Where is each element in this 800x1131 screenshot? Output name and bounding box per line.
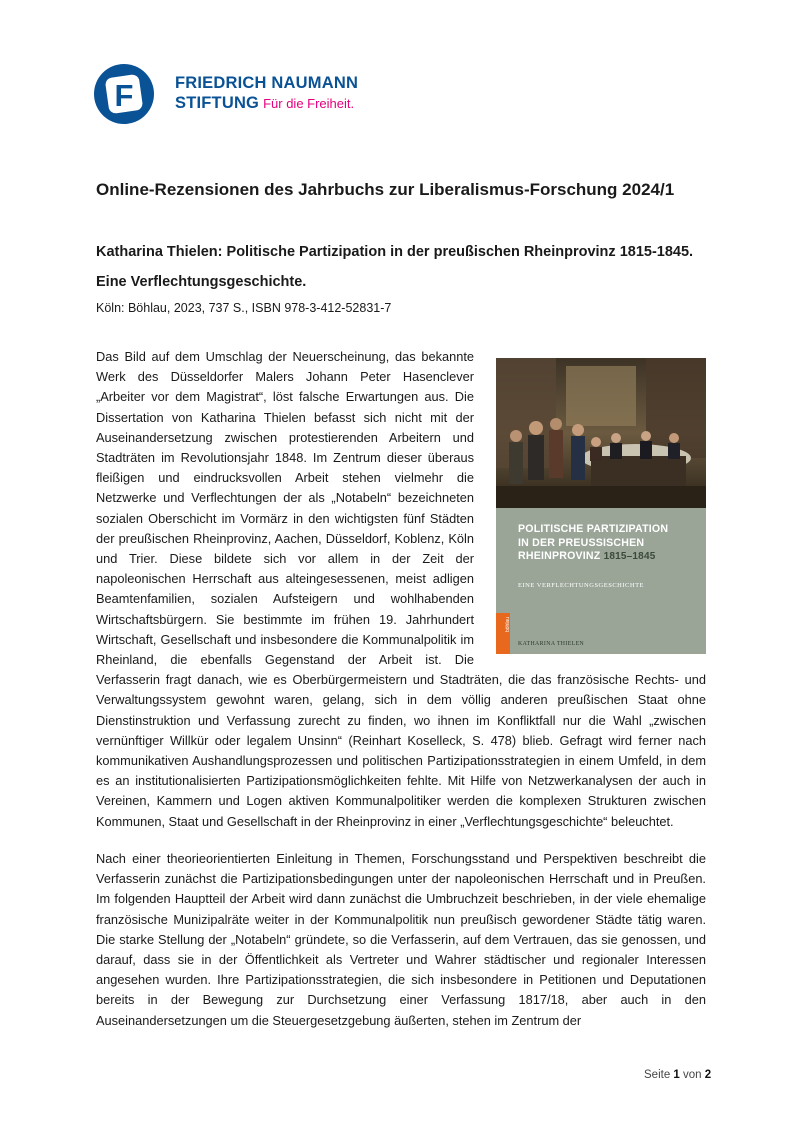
cover-subtitle: EINE VERFLECHTUNGSGESCHICHTE bbox=[518, 582, 645, 589]
cover-years: 1815–1845 bbox=[603, 551, 656, 562]
book-cover bbox=[496, 358, 706, 654]
cover-title-line2: IN DER PREUSSISCHEN bbox=[518, 536, 645, 549]
book-bibliography: Köln: Böhlau, 2023, 737 S., ISBN 978-3-412-52831-7 bbox=[96, 301, 392, 315]
page-number bbox=[644, 1069, 711, 1081]
page-number-prefix: Seite bbox=[644, 1069, 671, 1081]
review-paragraph-2: Nach einer theorieorientierten Einleitung in Themen, Forschungsstand und Perspektiven beschreibt die Verfasserin zunächst die Partizipationsbedingungen unter der napoleonischen Herrschaft und in Preußen. Im folgenden Hauptteil der Arbeit wird dann zunächst die Umbruchzeit beschrieben, in der viele ehemalige französische Munizipalräte weiter in der Kommunalpolitik nun preußisch gewordener Städte tätig waren. Die starke Stellung der „Notabeln“ gründete, so die Verfasserin, auf dem Vertrauen, das sie genossen, und darauf, dass sie in der Öffentlichkeit als Vertreter und Wahrer städtischer und regionaler Interessen angesehen wurden. Ihre Partizipationsstrategien, die sich insbesondere in Petitionen und Deputationen bereits in der Bewegung zur Durchsetzung einer Verfassung 1817/18, aber auch in den Auseinandersetzungen um die Steuergesetzgebung äußerten, stehen im Zentrum der bbox=[96, 851, 706, 1028]
publisher-logo bbox=[496, 613, 510, 654]
page-number-current: 1 bbox=[673, 1069, 680, 1081]
book-cover-figure bbox=[488, 358, 706, 666]
publisher-name: böhlau bbox=[505, 617, 511, 633]
review-paragraph-1-text: Das Bild auf dem Umschlag der Neuerscheinung, das bekannte Werk des Düsseldorfer Malers Johann Peter Hasenclever „Arbeiter vor dem Magistrat“, löst falsche Erwartungen aus. Die Dissertation von Katharina Thielen befasst sich nicht mit der Auseinandersetzung zwischen protestierenden Arbeitern und Stadträten im Revolutionsjahr 1848. Im Zentrum dieser überaus fleißigen und eindrucksvollen Arbeit stehen vielmehr die Netzwerke und Verflechtungen der als „Notabeln“ bezeichneten sozialen Oberschicht im Vormärz in den wichtigsten fünf Städten der preußischen Rheinprovinz, Aachen, Düsseldorf, Koblenz, Köln und Trier. Diese bildete sich vor allem in der Zeit der napoleonischen Herrschaft aus alteingesessenen, meist adligen Beamtenfamilien, sozialen Aufsteigern und wohlhabenden Wirtschaftsbürgern. Sie bestimmte im frühen 19. Jahrhundert Wirtschaft, Gesellschaft und insbesondere die Kommunalpolitik im Rheinland, die ebenfalls Gegenstand der Arbeit ist. Die Verfasserin fragt danach, wie es Oberbürgermeistern und Stadträten, die das französische Rechts- und Verwaltungssystem gewohnt waren, gelang, sich in dem völlig anderen preußischen Staat ohne Dienstinstruktion und Verfassung zurecht zu finden, wo ihnen im Konfliktfall nur die Wahl „zwischen vernünftiger Willkür oder legalem Unsinn“ (Reinhart Koselleck, S. 478) blieb. Gefragt wird ferner nach kommunikativen Aushandlungsprozessen und politischen Partizipationsstrategien in einem Umfeld, in dem es an institutionalisierten Partizipationsmöglichkeiten fehlte. Mit Hilfe von Netzwerkanalysen der auch in Vereinen, Kammern und Logen aktiven Kommunalpolitiker werden die komplexen Strukturen zwischen Kommunen, Staat und Gesellschaft in der Rheinprovinz in einer „Verflechtungsgeschichte“ beleuchtet. bbox=[96, 349, 706, 829]
cover-painting-image bbox=[496, 358, 706, 508]
page-number-total: 2 bbox=[704, 1069, 712, 1081]
book-title: Katharina Thielen: Politische Partizipation in der preußischen Rheinprovinz 1815-1845. Eine Verflechtungsgeschichte. bbox=[96, 244, 694, 290]
foundation-logo bbox=[93, 63, 363, 129]
logo-letter: F bbox=[114, 78, 134, 113]
logo-name-line1: FRIEDRICH NAUMANN bbox=[175, 74, 359, 92]
cover-title-line1: POLITISCHE PARTIZIPATION bbox=[518, 523, 669, 535]
cover-author: KATHARINA THIELEN bbox=[518, 641, 585, 647]
page-number-separator: von bbox=[683, 1069, 702, 1081]
page-heading: Online-Rezensionen des Jahrbuchs zur Liberalismus-Forschung 2024/1 bbox=[96, 180, 675, 199]
logo-tagline: Für die Freiheit. bbox=[263, 96, 355, 111]
logo-name-line2: STIFTUNG bbox=[175, 94, 260, 112]
foundation-logo-icon bbox=[93, 63, 155, 125]
cover-title bbox=[518, 523, 703, 564]
review-paragraph-1 bbox=[96, 347, 706, 832]
cover-title-line3: RHEINPROVINZ bbox=[518, 550, 601, 562]
